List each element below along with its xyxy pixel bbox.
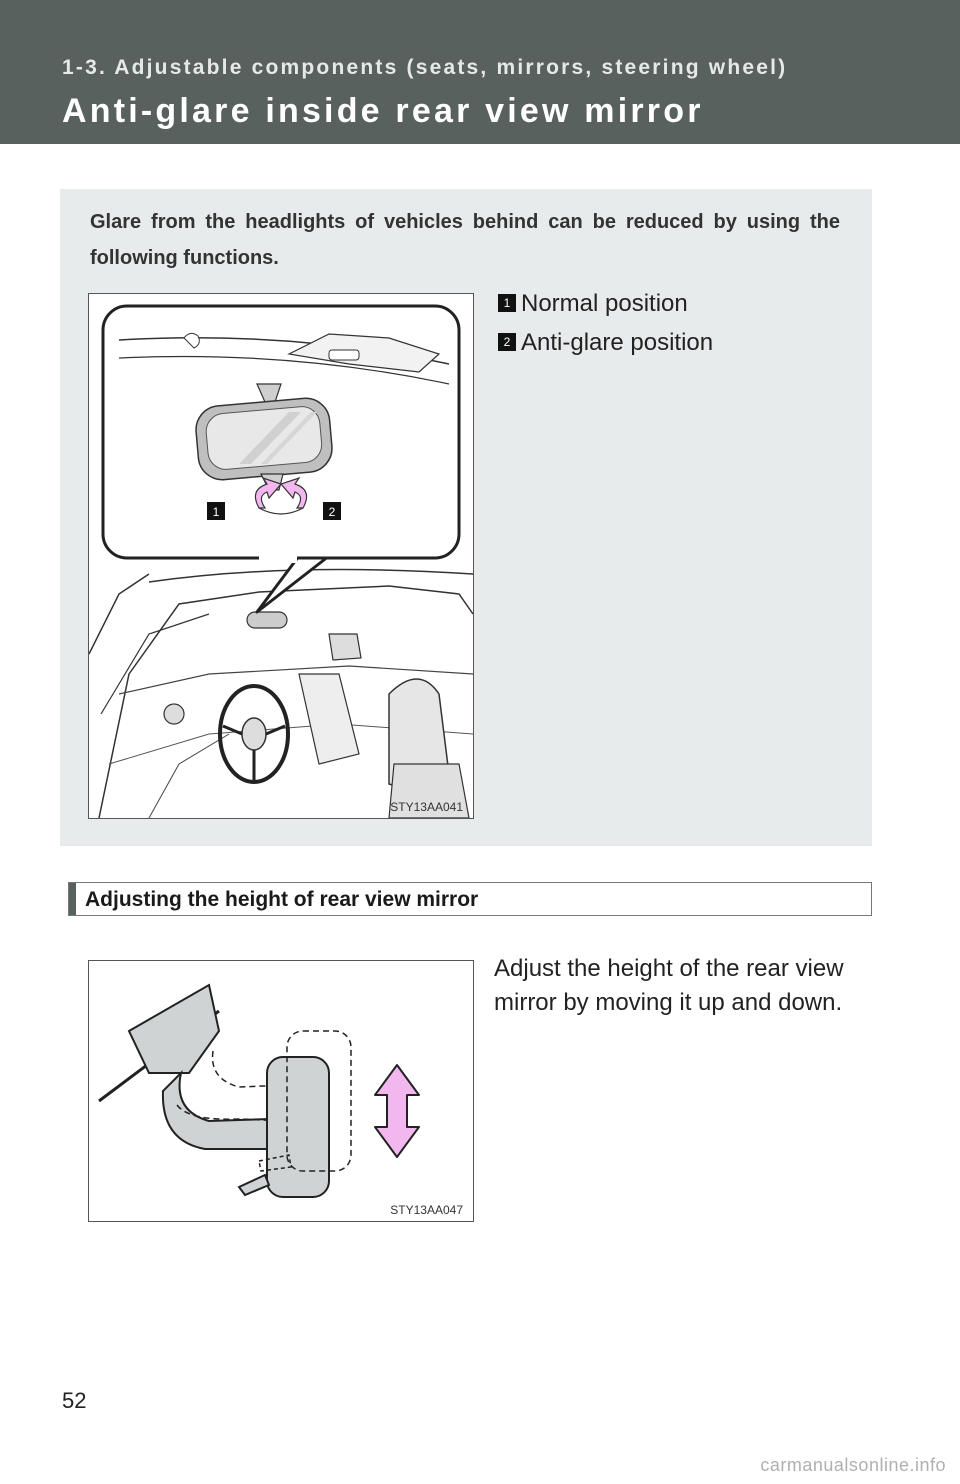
callout-2-label: 2 (328, 505, 336, 519)
subsection-bar (69, 883, 76, 915)
figure-mirror-height (88, 960, 474, 1222)
legend-number-2: 2 (498, 333, 516, 351)
callout-1-label: 1 (212, 505, 220, 519)
mirror-height-illustration (89, 961, 473, 1221)
figure2-code: STY13AA047 (390, 1203, 463, 1217)
legend-item-normal (498, 290, 688, 318)
subsection-heading (68, 882, 872, 916)
page-title: Anti-glare inside rear view mirror (62, 92, 704, 130)
callout-2 (323, 502, 341, 520)
legend-label-1: Normal position (521, 290, 688, 317)
legend-label-2: Anti-glare position (521, 329, 714, 356)
subsection-body: Adjust the height of the rear view mirror by moving it up and down. (494, 955, 844, 1016)
figure-interior-mirror (88, 293, 474, 819)
section-heading: 1-3. Adjustable components (seats, mirrors, steering wheel) (62, 56, 788, 79)
callout-1 (207, 502, 225, 520)
page-number: 52 (62, 1388, 87, 1413)
figure1-code: STY13AA041 (390, 800, 463, 814)
intro-text: Glare from the headlights of vehicles behind can be reduced by using the following functions. (90, 211, 840, 269)
page-header (0, 0, 960, 144)
legend-item-anti-glare (498, 329, 713, 357)
watermark: carmanualsonline.info (760, 1455, 946, 1475)
subsection-title: Adjusting the height of rear view mirror (85, 888, 479, 911)
legend-number-1: 1 (498, 294, 516, 312)
interior-illustration (89, 294, 473, 818)
